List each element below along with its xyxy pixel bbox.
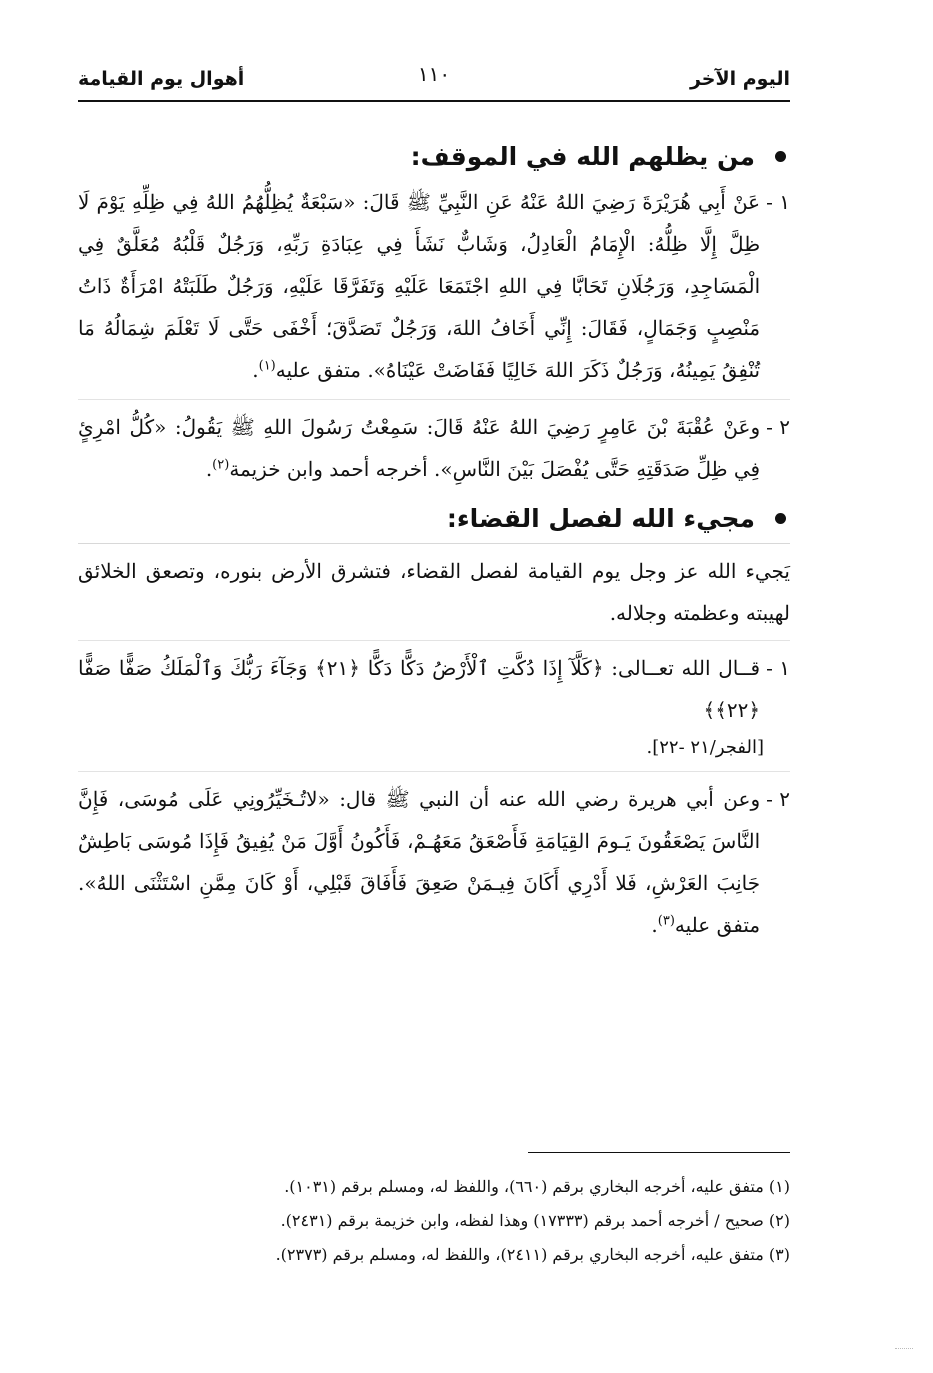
hadith-item (78, 181, 790, 391)
running-head-chapter-title: أهوال يوم القيامة (78, 68, 245, 90)
hadith-body: وعن أبي هريرة رضي الله عنه أن النبي ﷺ قال: «لاتُـخَيِّرُونِي عَلَى مُوسَى، فَإِنَّ النَّاسَ يَصْعَقُونَ يَـومَ القِيَامَةِ فَأَصْعَقُ مَعَهُـمْ، فَأَكُونُ أَوَّلَ مَنْ يُفِيقُ فَإِذَا مُوسَى بَاطِشٌ جَانِبَ العَرْشِ، فَلا أَدْرِي أَكَانَ فِيـمَنْ صَعِقَ فَأَفَاقَ قَبْلِي، أَوْ كَانَ مِمَّنِ اسْتَثْنَى اللهُ». متفق عليه (78, 787, 761, 937)
divider (78, 771, 790, 772)
item-number: ١ - (766, 190, 790, 214)
hadith-text (78, 406, 760, 490)
running-head-book-title: اليوم الآخر (689, 68, 790, 90)
scan-artifact (895, 1348, 913, 1349)
item-number: ٢ - (766, 787, 790, 811)
footnote: (٣) متفق عليه، أخرجه البخاري برقم (٢٤١١)، واللفظ له، ومسلم برقم (٢٣٧٣). (275, 1245, 790, 1264)
verse-text: قــال الله تعــالى: ﴿كَلَّآ إِذَا دُكَّتِ ٱلْأَرْضُ دَكًّا دَكًّا ﴿٢١﴾ وَجَآءَ رَبُّكَ وَٱلْمَلَكُ صَفًّا صَفًّا ﴿٢٢﴾﴾ (78, 656, 761, 722)
footnote-rule (528, 1152, 790, 1153)
hadith-text (78, 778, 760, 946)
item-number: ١ - (766, 656, 790, 680)
section-heading-shade (78, 142, 790, 171)
hadith-text (78, 181, 760, 391)
item-number: ٢ - (766, 415, 790, 439)
hadith-body: عَنْ أَبِي هُرَيْرَةَ رَضِيَ اللهُ عَنْهُ عَنِ النَّبِيِّ ﷺ قَالَ: «سَبْعَةٌ يُظِلُّهُمُ اللهُ فِي ظِلِّهِ يَوْمَ لَا ظِلَّ إِلَّا ظِلُّهُ: الْإِمَامُ الْعَادِلُ، وَشَابٌّ نَشَأَ فِي عِبَادَةِ رَبِّهِ، وَرَجُلٌ قَلْبُهُ مُعَلَّقٌ فِي الْمَسَاجِدِ، وَرَجُلَانِ تَحَابَّا فِي اللهِ اجْتَمَعَا عَلَيْهِ وَتَفَرَّقَا عَلَيْهِ، وَرَجُلٌ طَلَبَتْهُ امْرَأَةٌ ذَاتُ مَنْصِبٍ وَجَمَالٍ، فَقَالَ: إِنِّي أَخَافُ اللهَ، وَرَجُلٌ تَصَدَّقَ؛ أَخْفَى حَتَّى لَا تَعْلَمَ شِمَالُهُ مَا تُنْفِقُ يَمِينُهُ، وَرَجُلٌ ذَكَرَ اللهَ خَالِيًا فَفَاضَتْ عَيْنَاهُ». متفق عليه (78, 190, 761, 382)
hadith-item (78, 406, 790, 490)
bullet-icon (775, 151, 786, 162)
item-end: . (651, 913, 658, 937)
footnote-marker: (٢) (212, 457, 230, 473)
hadith-body: وعَنْ عُقْبَةَ بْنَ عَامِرٍ رَضِيَ اللهُ عَنْهُ قَالَ: سَمِعْتُ رَسُولَ اللهِ ﷺ يَقُولُ: «كُلُّ امْرِئٍ فِي ظِلِّ صَدَقَتِهِ حَتَّى يُفْصَلَ بَيْنَ النَّاسِ». أخرجه أحمد وابن خزيمة (78, 415, 761, 481)
footnote-marker: (١) (258, 358, 276, 374)
header-rule (78, 100, 790, 102)
section-heading-judgment (78, 504, 790, 533)
hadith-item (78, 778, 790, 946)
divider (78, 399, 790, 400)
divider (78, 640, 790, 641)
footnote: (١) متفق عليه، أخرجه البخاري برقم (٦٦٠)، واللفظ له، ومسلم برقم (١٠٣١). (284, 1177, 790, 1196)
section-title: من يظلهم الله في الموقف: (410, 142, 755, 171)
page-body (78, 128, 790, 954)
page-header (78, 62, 790, 96)
bullet-icon (775, 513, 786, 524)
item-end: . (205, 457, 213, 481)
section-intro: يَجيء الله عز وجل يوم القيامة لفصل القضاء، فتشرق الأرض بنوره، وتصعق الخلائق لهيبته وعظمته وجلاله. (78, 543, 790, 634)
footnotes (78, 1170, 790, 1272)
page-number: ١١٠ (417, 62, 451, 86)
section-title: مجيء الله لفصل القضاء: (446, 504, 755, 533)
footnote-marker: (٣) (657, 913, 675, 929)
verse-item (78, 647, 790, 731)
footnote: (٢) صحيح / أخرجه أحمد برقم (١٧٣٣٣) وهذا لفظه، وابن خزيمة برقم (٢٤٣١). (280, 1211, 790, 1230)
item-end: . (252, 358, 259, 382)
verse-reference: [الفجر/٢١ -٢٢]. (646, 737, 764, 758)
